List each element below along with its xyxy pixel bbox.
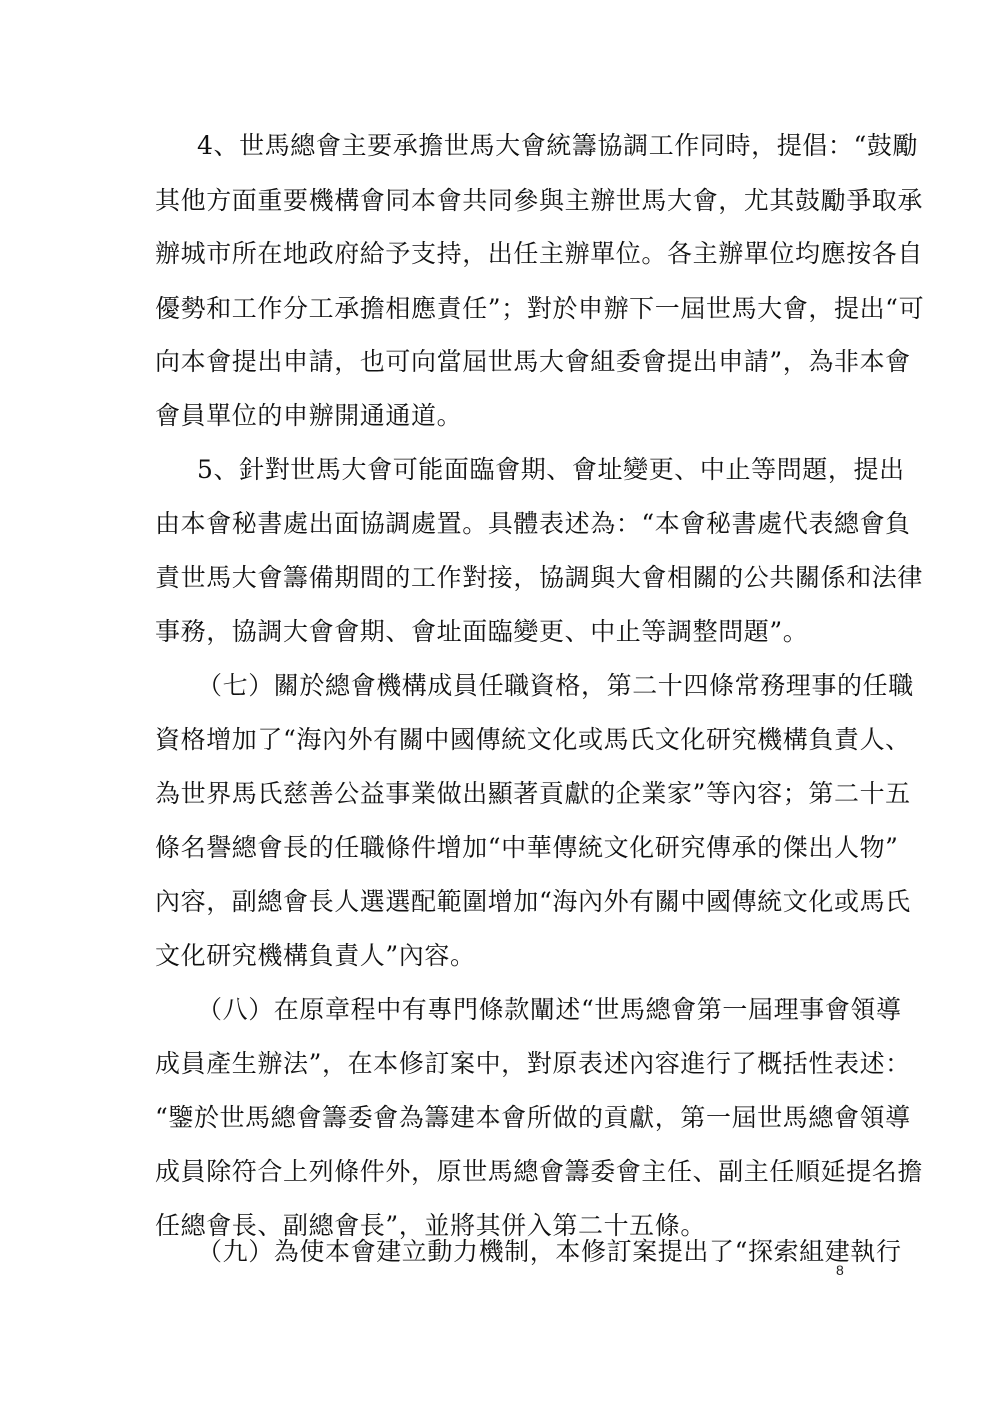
- text-line: 優勢和工作分工承擔相應責任”；對於申辦下一屆世馬大會，提出“可: [155, 294, 925, 323]
- text-line: 由本會秘書處出面協調處置。具體表述為：“本會秘書處代表總會負: [155, 509, 911, 538]
- text-line: 5、針對世馬大會可能面臨會期、會址變更、中止等問題，提出: [197, 455, 905, 484]
- text-line: 成員產生辦法”，在本修訂案中，對原表述內容進行了概括性表述：: [155, 1049, 911, 1078]
- text-line: 為世界馬氏慈善公益事業做出顯著貢獻的企業家”等內容；第二十五: [155, 779, 911, 808]
- text-line: 向本會提出申請，也可向當屆世馬大會組委會提出申請”，為非本會: [155, 347, 911, 376]
- text-line: 文化研究機構負責人”內容。: [155, 941, 476, 970]
- text-line: 4、世馬總會主要承擔世馬大會統籌協調工作同時，提倡：“鼓勵: [197, 131, 919, 160]
- text-line: 責世馬大會籌備期間的工作對接，協調與大會相關的公共關係和法律: [155, 563, 924, 592]
- text-line: 事務，協調大會會期、會址面臨變更、中止等調整問題”。: [155, 617, 809, 646]
- text-line: 辦城市所在地政府給予支持，出任主辦單位。各主辦單位均應按各自: [155, 239, 924, 268]
- text-line: （七）關於總會機構成員任職資格，第二十四條常務理事的任職: [197, 671, 914, 700]
- text-line: 資格增加了“海內外有關中國傳統文化或馬氏文化研究機構負責人、: [155, 725, 911, 754]
- text-line: 會員單位的申辦開通通道。: [155, 401, 463, 430]
- text-line: 成員除符合上列條件外，原世馬總會籌委會主任、副主任順延提名擔: [155, 1157, 924, 1186]
- text-line: （八）在原章程中有專門條款闡述“世馬總會第一屆理事會領導: [197, 995, 902, 1024]
- text-line: 其他方面重要機構會同本會共同參與主辦世馬大會，尤其鼓勵爭取承: [155, 186, 924, 215]
- text-line: 條名譽總會長的任職條件增加“中華傳統文化研究傳承的傑出人物”: [155, 833, 899, 862]
- text-line: 內容，副總會長人選選配範圍增加“海內外有關中國傳統文化或馬氏: [155, 887, 911, 916]
- text-line: 任總會長、副總會長”，並將其併入第二十五條。: [155, 1211, 706, 1240]
- text-line: （九）為使本會建立動力機制，本修訂案提出了“探索組建執行: [197, 1237, 902, 1266]
- text-line: “鑒於世馬總會籌委會為籌建本會所做的貢獻，第一屆世馬總會領導: [155, 1103, 911, 1132]
- page-number: 8: [836, 1262, 844, 1278]
